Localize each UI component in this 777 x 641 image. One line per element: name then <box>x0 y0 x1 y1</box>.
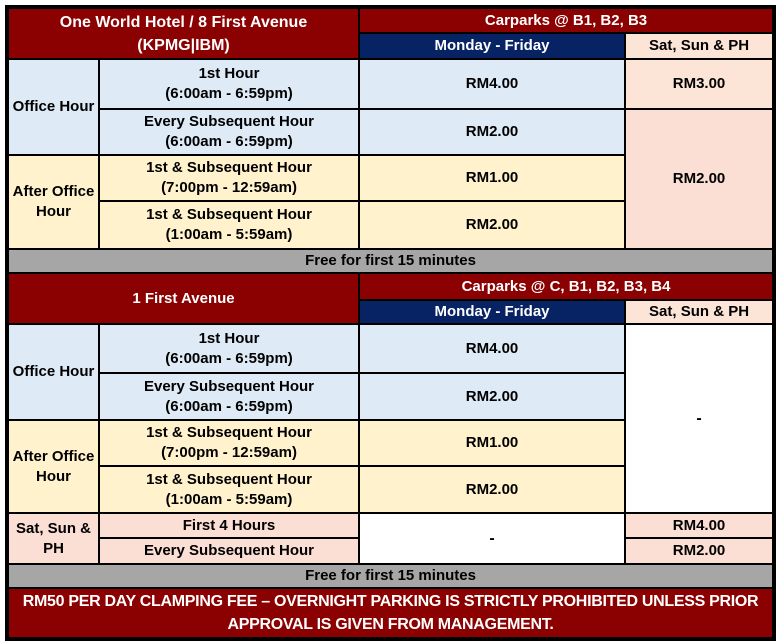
rate-period: 1st & Subsequent Hour <box>146 424 312 441</box>
rate-time: (6:00am - 6:59pm) <box>165 397 293 415</box>
free-note: Free for first 15 minutes <box>7 249 774 273</box>
rate-description <box>99 201 359 249</box>
top-rate-row <box>7 109 774 155</box>
bottom-free-note-row <box>7 564 774 588</box>
top-venue-header <box>7 7 359 59</box>
bottom-weekend-header: Sat, Sun & PH <box>625 300 774 324</box>
top-weekend-header: Sat, Sun & PH <box>625 33 774 59</box>
top-carparks-header: Carparks @ B1, B2, B3 <box>359 7 774 33</box>
top-after-office-label: After Office Hour <box>7 155 99 249</box>
bottom-venue-header: 1 First Avenue <box>7 273 359 324</box>
weekday-rate-dash: - <box>359 513 625 564</box>
weekday-rate: RM2.00 <box>359 466 625 513</box>
clamping-warning-line2: APPROVAL IS GIVEN FROM MANAGEMENT. <box>227 616 554 633</box>
rate-time: (6:00am - 6:59pm) <box>165 349 293 367</box>
top-weekday-header: Monday - Friday <box>359 33 625 59</box>
rate-period: 1st & Subsequent Hour <box>146 470 312 488</box>
weekday-rate: RM2.00 <box>359 109 625 155</box>
bottom-rate-row <box>7 324 774 373</box>
rate-time: (6:00am - 6:59pm) <box>165 85 293 102</box>
weekday-rate: RM4.00 <box>359 59 625 109</box>
clamping-warning <box>7 588 774 639</box>
weekday-rate: RM1.00 <box>359 155 625 201</box>
bottom-satsun-row <box>7 513 774 538</box>
rate-description <box>99 466 359 513</box>
rate-description <box>99 109 359 155</box>
weekday-rate: RM2.00 <box>359 201 625 249</box>
bottom-office-hour-label: Office Hour <box>7 324 99 420</box>
top-venue-line1: One World Hotel / 8 First Avenue <box>59 13 308 31</box>
weekday-rate: RM2.00 <box>359 373 625 420</box>
bottom-header-row-1 <box>7 273 774 300</box>
weekday-rate: RM1.00 <box>359 420 625 466</box>
rate-period: First 4 Hours <box>99 513 359 538</box>
rate-time: (1:00am - 5:59am) <box>165 226 293 243</box>
rate-period: 1st Hour <box>198 329 260 347</box>
bottom-after-office-label: After Office Hour <box>7 420 99 513</box>
bottom-carparks-header: Carparks @ C, B1, B2, B3, B4 <box>359 273 774 300</box>
rate-description <box>99 59 359 109</box>
rate-description <box>99 155 359 201</box>
rate-time: (6:00am - 6:59pm) <box>165 133 293 150</box>
weekend-rate: RM4.00 <box>625 513 774 538</box>
rate-period: 1st & Subsequent Hour <box>146 159 312 176</box>
rate-period: 1st & Subsequent Hour <box>146 206 312 223</box>
rate-description <box>99 420 359 466</box>
rate-period: Every Subsequent Hour <box>99 538 359 564</box>
clamping-warning-line1: RM50 PER DAY CLAMPING FEE – OVERNIGHT PARKING IS STRICTLY PROHIBITED UNLESS PRIOR <box>22 593 759 610</box>
rate-period: Every Subsequent Hour <box>143 113 315 130</box>
satsun-label: Sat, Sun & PH <box>7 513 99 564</box>
weekend-rate: RM2.00 <box>625 109 774 249</box>
top-office-hour-label: Office Hour <box>7 59 99 155</box>
weekday-rate: RM4.00 <box>359 324 625 373</box>
parking-rates-table <box>5 5 776 641</box>
rate-time: (7:00pm - 12:59am) <box>161 179 297 196</box>
top-rate-row <box>7 59 774 109</box>
rate-period: 1st Hour <box>198 65 260 82</box>
rate-time: (7:00pm - 12:59am) <box>161 444 297 461</box>
rate-period: Every Subsequent Hour <box>143 377 315 395</box>
free-note: Free for first 15 minutes <box>7 564 774 588</box>
bottom-weekday-header: Monday - Friday <box>359 300 625 324</box>
rate-description <box>99 373 359 420</box>
rate-time: (1:00am - 5:59am) <box>165 490 293 508</box>
weekend-rate-dash: - <box>625 324 774 513</box>
top-header-row-1 <box>7 7 774 33</box>
top-free-note-row <box>7 249 774 273</box>
weekend-rate: RM3.00 <box>625 59 774 109</box>
top-venue-line2: (KPMG|IBM) <box>137 36 230 54</box>
footer-row <box>7 588 774 639</box>
rate-description <box>99 324 359 373</box>
weekend-rate: RM2.00 <box>625 538 774 564</box>
